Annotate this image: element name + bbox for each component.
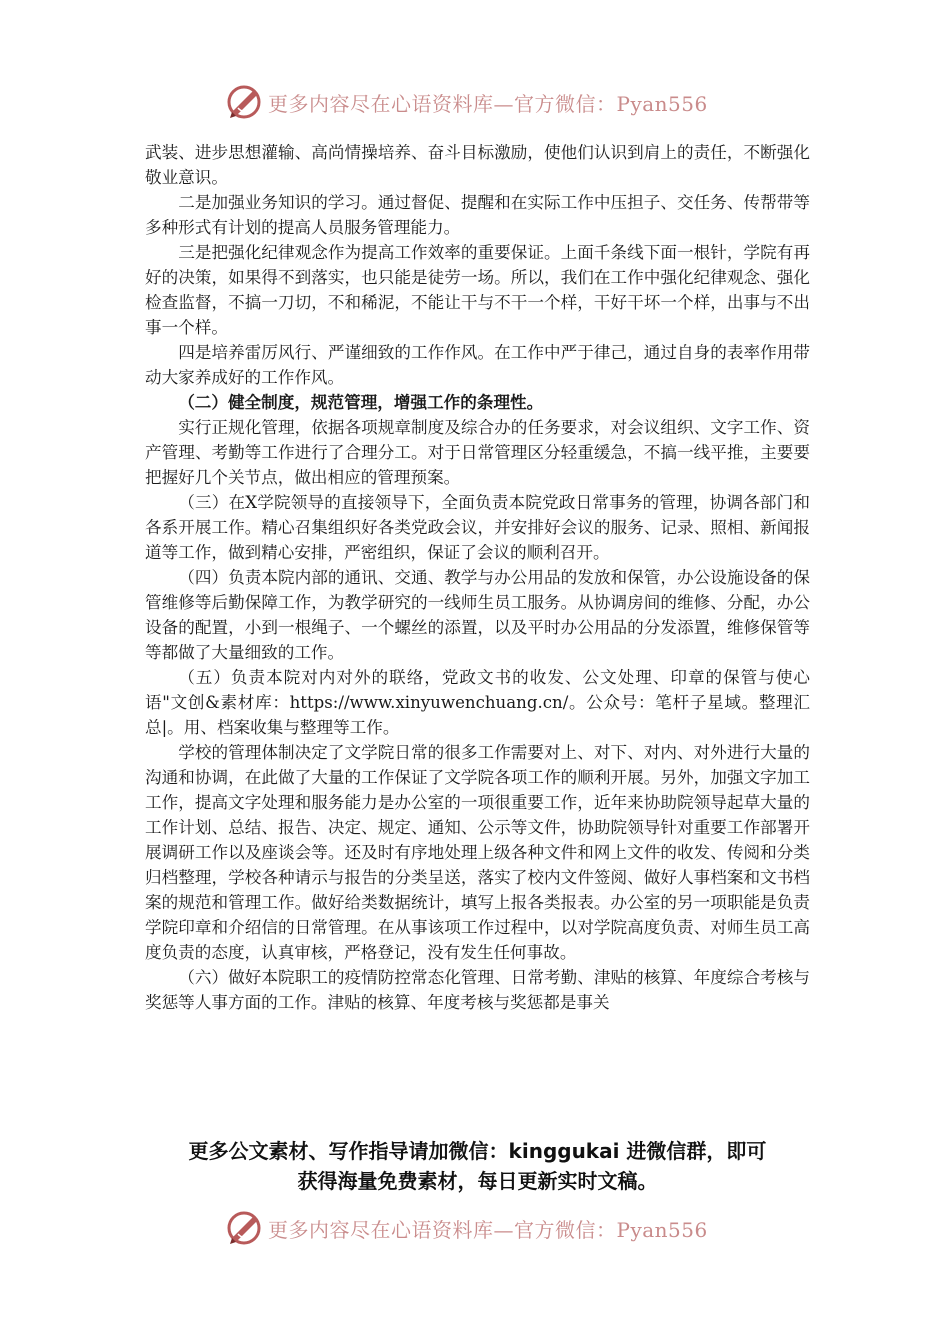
paragraph: 学校的管理体制决定了文学院日常的很多工作需要对上、对下、对内、对外进行大量的沟通和协调，在此做了大量的工作保证了文学院各项工作的顺利开展。另外，加强文字加工工作，提高文字处理和服务能力是办公室的一项很重要工作，近年来协助院领导起草大量的工作计划、总结、报告、决定、规定、通知、公示等文件，协助院领导针对重要工作部署开展调研工作以及座谈会等。还及时有序地处理上级各种文件和网上文件的收发、传阅和分类归档整理，学校各种请示与报告的分类呈送，落实了校内文件签阅、做好人事档案和文书档案的规范和管理工作。做好给类数据统计，填写上报各类报表。办公室的另一项职能是负责学院印章和介绍信的日常管理。在从事该项工作过程中，以对学院高度负责、对师生员工高度负责的态度，认真审核，严格登记，没有发生任何事故。	[145, 743, 810, 962]
footer-promo-note	[145, 1136, 810, 1196]
paragraph: 二是加强业务知识的学习。通过督促、提醒和在实际工作中压担子、交任务、传帮带等多种形式有计划的提高人员服务管理能力。	[145, 193, 810, 237]
banner-text: 更多内容尽在心语资料库—官方微信：Pyan556	[268, 91, 708, 116]
footer-note-line-1: 更多公文素材、写作指导请加微信：kinggukai 进微信群，即可	[188, 1139, 767, 1163]
paragraph: （六）做好本院职工的疫情防控常态化管理、日常考勤、津贴的核算、年度综合考核与奖惩等人事方面的工作。津贴的核算、年度考核与奖惩都是事关	[145, 968, 810, 1012]
paragraph: 三是把强化纪律观念作为提高工作效率的重要保证。上面千条线下面一根针，学院有再好的决策，如果得不到落实，也只能是徒劳一场。所以，我们在工作中强化纪律观念、强化检查监督，不搞一刀切，不和稀泥，不能让干与不干一个样，干好干坏一个样，出事与不出事一个样。	[145, 243, 810, 337]
paragraph: （三）在X学院领导的直接领导下，全面负责本院党政日常事务的管理，协调各部门和各系开展工作。精心召集组织好各类党政会议，并安排好会议的服务、记录、照相、新闻报道等工作，做到精心安排，严密组织，保证了会议的顺利召开。	[145, 493, 810, 562]
header-banner	[224, 82, 744, 122]
paragraph-continuation: 武装、进步思想灌输、高尚情操培养、奋斗目标激励，使他们认识到肩上的责任，不断强化敬业意识。	[145, 143, 810, 187]
document-body	[145, 140, 810, 1015]
section-heading: （二）健全制度，规范管理，增强工作的条理性。	[178, 393, 544, 412]
paragraph: （五）负责本院对内对外的联络，党政文书的收发、公文处理、印章的保管与使心语"文创&素材库：https://www.xinyuwenchuang.cn/。公众号：笔杆子星域。整理汇总|。用、档案收集与整理等工作。	[145, 668, 810, 737]
paragraph: 四是培养雷厉风行、严谨细致的工作作风。在工作中严于律己，通过自身的表率作用带动大家养成好的工作作风。	[145, 343, 810, 387]
pen-circle-logo-icon	[224, 82, 264, 122]
pen-circle-logo-icon	[224, 1208, 264, 1248]
banner-text: 更多内容尽在心语资料库—官方微信：Pyan556	[268, 1217, 708, 1242]
paragraph: （四）负责本院内部的通讯、交通、教学与办公用品的发放和保管，办公设施设备的保管维修等后勤保障工作，为教学研究的一线师生员工服务。从协调房间的维修、分配，办公设备的配置，小到一根绳子、一个螺丝的添置，以及平时办公用品的分发添置，维修保管等等都做了大量细致的工作。	[145, 568, 810, 662]
footer-note-line-2: 获得海量免费素材，每日更新实时文稿。	[297, 1169, 658, 1193]
paragraph: 实行正规化管理，依据各项规章制度及综合办的任务要求，对会议组织、文字工作、资产管理、考勤等工作进行了合理分工。对于日常管理区分轻重缓急，不搞一线平推，主要要把握好几个关节点，做出相应的管理预案。	[145, 418, 810, 487]
footer-banner	[224, 1208, 744, 1248]
